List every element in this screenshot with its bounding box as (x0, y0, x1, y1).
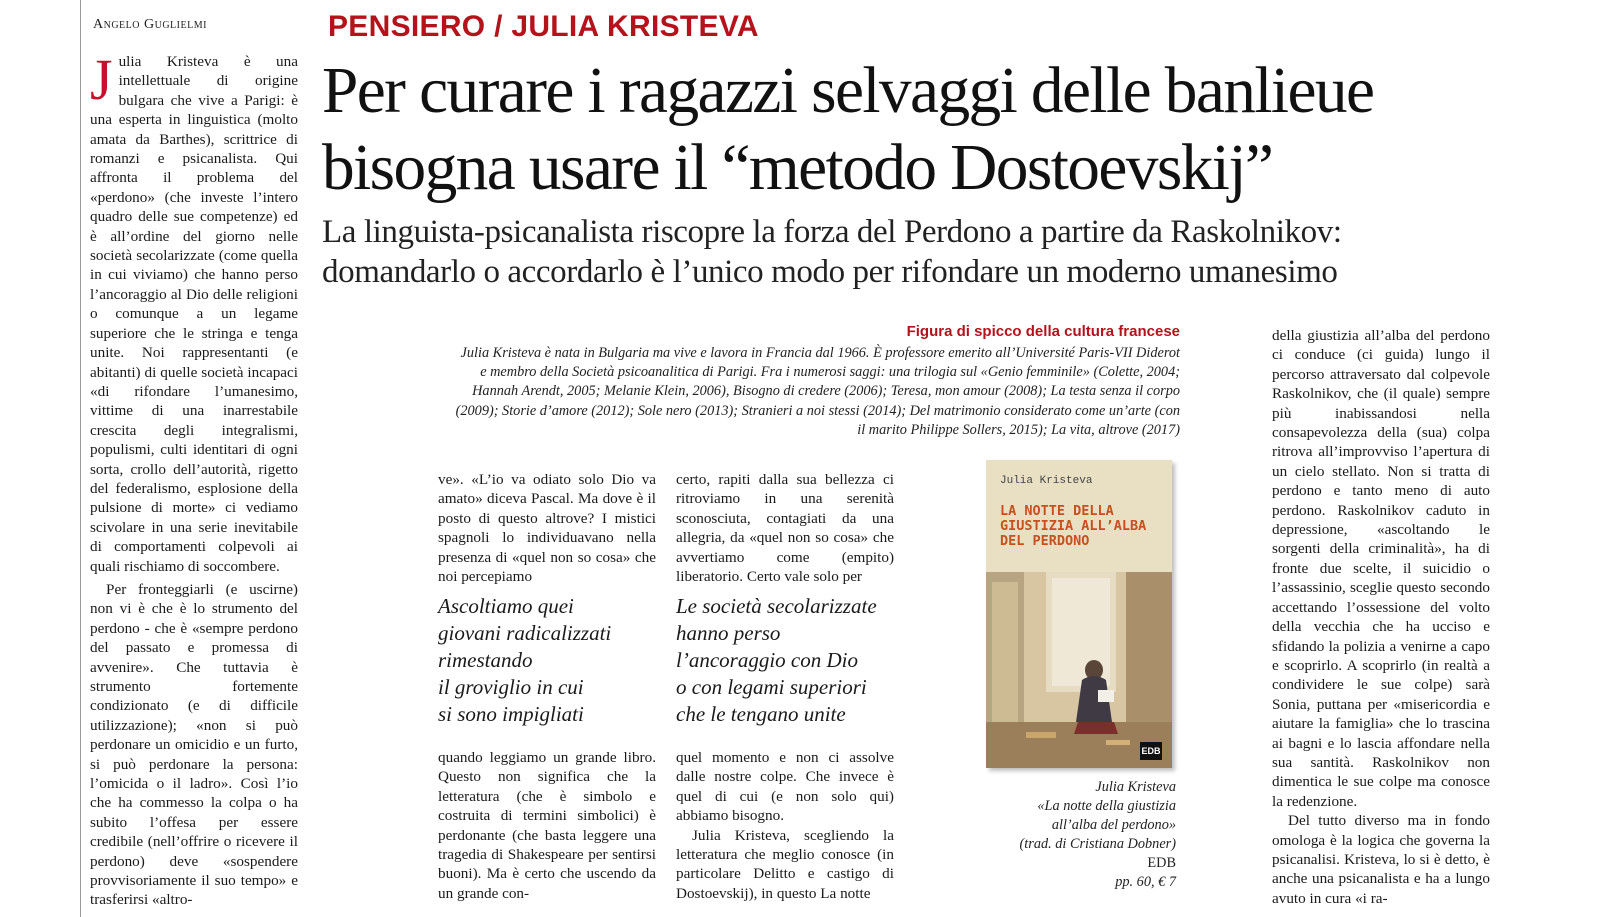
pull-quote-1: Ascoltiamo quei giovani radicalizzati rimestando il groviglio in cui si sono impigliati (438, 594, 612, 726)
column-4 (1272, 326, 1490, 908)
headline (322, 52, 1540, 206)
kicker: PENSIERO / JULIA KRISTEVA (328, 10, 759, 43)
headline-line-1: Per curare i ragazzi selvaggi delle banlieue (322, 54, 1374, 127)
publisher-logo: EDB (1140, 742, 1162, 760)
byline: Angelo Guglielmi (93, 17, 207, 32)
column-4-paragraph-1: della giustizia all’alba del perdono ci conduce (ci guida) lungo il percorso attraversato dal colpevole Raskolnikov, che (il quale) sempre più inabissandosi nella consapevolezza della (sua) colpa ritrova all’improvviso l’apertura di un cielo stellato. Non si tratta di perdono e tanto meno di auto perdono. Raskolnikov caduto in depressione, «ascoltando le sorgenti della criminalità», ha di fronte due scelte, il suicidio o l’assassinio, sceglie questo secondo accettando l’ossessione del volto della vecchia che ha ucciso e sfidando la polizia a venirne a capo e scoprirlo. A scoprirlo (in realtà a condividere le sue colpe) sarà Sonia, puttana per «misericordia e aiutare la famiglia» che lo trascina ai bagni e lo lascia affondare nella sua santità. Raskolnikov non dimentica le sue colpe ma conosce la redenzione. (1272, 327, 1490, 810)
book-cover-title: LA NOTTE DELLA GIUSTIZIA ALL’ALBA DEL PERDONO (1000, 503, 1147, 549)
column-1-paragraph-2: Per fronteggiarli (e uscirne) non vi è che è lo strumento del perdono - che è «sempre perdono del passato e promessa di avvenire». Che tuttavia è strumento fortemente condizionato (e di difficile utilizzazione); «non si può perdonare un omicidio e un furto, si può perdonare la persona: l’omicida o il ladro». Così l’io che ha commesso la colpa o ha subito l’offesa per essere credibile (nell’offrire o ricevere il perdono) deve «sospendere provvisoriamente il suo tempo» e trasferirsi «altro- (90, 580, 298, 909)
drop-cap: J (90, 47, 113, 112)
pull-quote-2: Le società secolarizzate hanno perso l’ancoraggio con Dio o con legami superiori che le tengano unite (676, 594, 877, 726)
subheadline (322, 212, 1562, 292)
book-cover-painting (986, 572, 1172, 768)
column-rule (80, 0, 81, 917)
book-cover-author: Julia Kristeva (1000, 475, 1093, 487)
book-caption: Julia Kristeva «La notte della giustizia all’alba del perdono» (trad. di Cristiana Dobner) EDB pp. 60, € 7 (1019, 779, 1176, 890)
bio-box-title: Figura di spicco della cultura francese (906, 323, 1180, 340)
column-2-top: ve». «L’io va odiato solo Dio va amato» diceva Pascal. Ma dove è il posto di questo altrove? I mistici spagnoli lo individuavano nella presenza di «quel non so cosa» che noi percepiamo (438, 471, 656, 586)
subheadline-line-2: domandarlo o accordarlo è l’unico modo per rifondare un moderno umanesimo (322, 254, 1338, 290)
headline-line-2: bisogna usare il “metodo Dostoevskij” (322, 131, 1273, 204)
column-3-bottom: quel momento e non ci assolve dalle nostre colpe. Che invece è quel di cui (e non solo qui) abbiamo bisogno. Julia Kristeva, scegliendo la letteratura che meglio conosce (in particolare Delitto e castigo di Dostoevskij), in questo La notte (676, 749, 894, 902)
column-1-paragraph-1: Julia Kristeva è una intellettuale di origine bulgara che vive a Parigi: è una esperta in linguistica (molto amata da Barthes), scrittrice di romanzi e psicanalista. Qui affronta il problema del «perdono» (che investe l’intero quadro delle sue competenze) ed è all’ordine del giorno nelle società secolarizzate (come quella in cui viviamo) che hanno perso l’ancoraggio al Dio delle religioni o comunque a un legame superiore che le stringa e tenga unite. Noi rappresentanti (e abitanti) di quelle società incapaci «di rifondare l’umanesimo, vittime di una inarrestabile crescita degli integralismi, populismi, culti identitari di ogni sorta, crollo dell’autorità, rigetto del federalismo, esplosione della pulsione di morte» ci vediamo scivolare in una serie inevitabile di comportamenti colpevoli ai quali rischiamo di soccombere. (90, 47, 298, 575)
column-4-paragraph-2: Del tutto diverso ma in fondo omologa è la logica che governa la psicanalisi. Kristeva, lo si è detto, è anche una psicanalista e ha a lungo avuto in cura «i ra- (1272, 812, 1490, 907)
column-2-bottom: quando leggiamo un grande libro. Questo non significa che la letteratura (che è simbolo e costruita di termini simbolici) è perdonante (che basta leggere una tragedia di Shakespeare per sentirsi buoni). Ma è certo che uscendo da un grande con- (438, 749, 656, 902)
column-1 (90, 47, 298, 910)
bio-box-text: Julia Kristeva è nata in Bulgaria ma vive e lavora in Francia dal 1966. È professore emerito all’Université Paris-VII Diderot e membro della Società psicoanalitica di Parigi. Fra i numerosi saggi: una trilogia sul «Genio femminile» (Colette, 2004; Hannah Arendt, 2005; Melanie Klein, 2006), Bisogno di credere (2006); Teresa, mon amour (2008); La testa senza il corpo (2009); Storie d’amore (2012); Sole nero (2013); Stranieri a noi stessi (2014); Del matrimonio considerato come un’arte (con il marito Philippe Sollers, 2015); La vita, altrove (2017) (455, 345, 1180, 438)
book-cover (986, 460, 1172, 768)
column-3-top: certo, rapiti dalla sua bellezza ci ritroviamo in una serenità sconosciuta, contagiati da una allegria, da «quel non so cosa» che avvertiamo come (empito) liberatorio. Certo vale solo per (676, 471, 894, 586)
subheadline-line-1: La linguista-psicanalista riscopre la forza del Perdono a partire da Raskolnikov: (322, 214, 1342, 250)
